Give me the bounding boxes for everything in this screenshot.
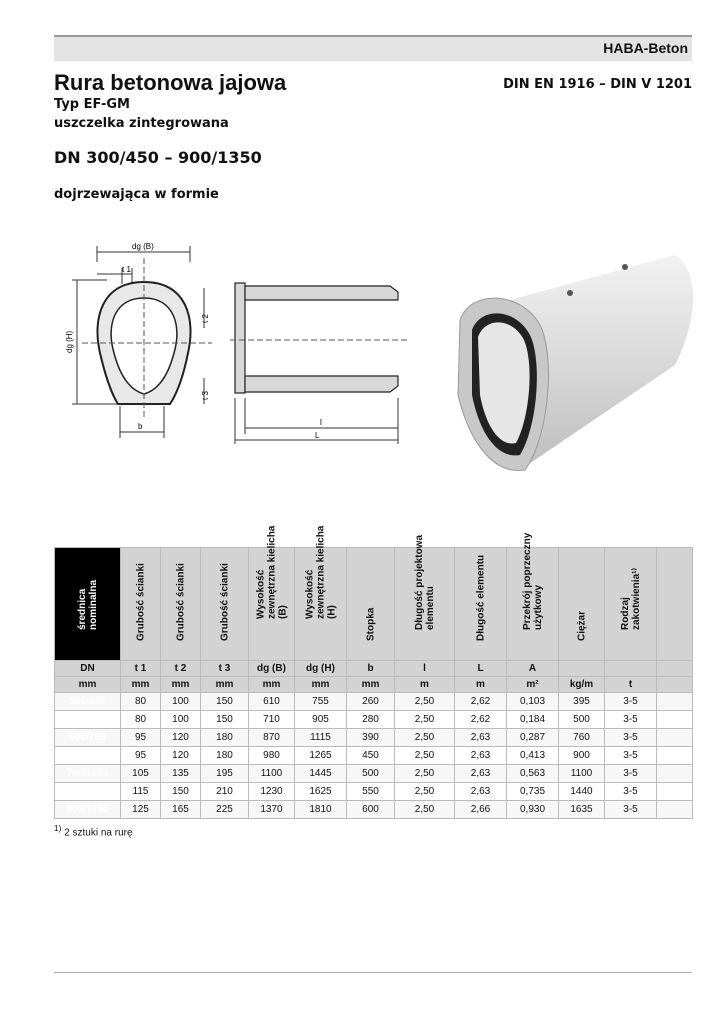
footnote-mark: 1) xyxy=(54,823,62,833)
table-cell: 2,50 xyxy=(395,747,455,765)
table-cell: 225 xyxy=(201,801,249,819)
table-cell: 0,413 xyxy=(507,747,559,765)
unit-cell: mm xyxy=(55,677,121,693)
dn-cell: 700/1050 xyxy=(55,765,121,783)
table-cell: 2,50 xyxy=(395,693,455,711)
table-cell: 755 xyxy=(295,693,347,711)
table-cell: 1100 xyxy=(559,765,605,783)
table-cell: 165 xyxy=(161,801,201,819)
table-cell: 2,50 xyxy=(395,783,455,801)
seal-line: uszczelka zintegrowana xyxy=(54,116,229,131)
table-cell: 2,62 xyxy=(455,693,507,711)
dgh-label: dg (H) xyxy=(65,330,74,353)
dn-range: DN 300/450 – 900/1350 xyxy=(54,148,262,167)
table-cell: 0,563 xyxy=(507,765,559,783)
table-cell: 80 xyxy=(121,693,161,711)
dn-cell: 900/1350 xyxy=(55,801,121,819)
symbol-cell xyxy=(657,661,693,677)
table-cell: 760 xyxy=(559,729,605,747)
table-cell: 125 xyxy=(121,801,161,819)
dn-cell: 600/900 xyxy=(55,747,121,765)
table-cell xyxy=(657,765,693,783)
norm-reference: DIN EN 1916 – DIN V 1201 xyxy=(503,77,692,92)
dn-cell: 300/450 xyxy=(55,693,121,711)
table-cell: 180 xyxy=(201,747,249,765)
table-cell: 905 xyxy=(295,711,347,729)
table-cell: 395 xyxy=(559,693,605,711)
table-cell: 1625 xyxy=(295,783,347,801)
longitudinal-section-drawing xyxy=(230,278,415,448)
table-cell: 2,63 xyxy=(455,765,507,783)
table-cell: 450 xyxy=(347,747,395,765)
header-cell: Rodzaj zakotwienia¹⁾ xyxy=(605,548,657,661)
table-cell: 2,62 xyxy=(455,711,507,729)
cross-section-drawing xyxy=(62,238,222,443)
table-cell: 1440 xyxy=(559,783,605,801)
table-row xyxy=(55,693,693,711)
table-cell: 0,930 xyxy=(507,801,559,819)
symbol-cell: t 3 xyxy=(201,661,249,677)
type-line: Typ EF-GM xyxy=(54,97,130,112)
table-cell: 2,50 xyxy=(395,765,455,783)
table-cell: 3-5 xyxy=(605,747,657,765)
unit-cell: mm xyxy=(201,677,249,693)
table-cell: 0,103 xyxy=(507,693,559,711)
symbol-cell: L xyxy=(455,661,507,677)
pipe-illustration xyxy=(450,245,700,475)
unit-row xyxy=(55,677,693,693)
table-cell: 1810 xyxy=(295,801,347,819)
table-cell: 1370 xyxy=(249,801,295,819)
t3-label: t 3 xyxy=(201,391,210,400)
header-cell: Grubość ścianki xyxy=(161,548,201,661)
header-cell xyxy=(657,548,693,661)
symbol-cell: l xyxy=(395,661,455,677)
symbol-cell: t 1 xyxy=(121,661,161,677)
table-cell: 980 xyxy=(249,747,295,765)
table-cell: 1265 xyxy=(295,747,347,765)
table-cell: 600 xyxy=(347,801,395,819)
table-cell xyxy=(657,747,693,765)
table-cell: 95 xyxy=(121,729,161,747)
table-cell: 135 xyxy=(161,765,201,783)
table-cell: 2,50 xyxy=(395,801,455,819)
dn-cell: 400/600 xyxy=(55,711,121,729)
table-cell xyxy=(657,693,693,711)
table-cell: 900 xyxy=(559,747,605,765)
table-cell: 3-5 xyxy=(605,801,657,819)
symbol-row xyxy=(55,661,693,677)
table-cell: 120 xyxy=(161,747,201,765)
unit-cell: mm xyxy=(161,677,201,693)
table-cell: 180 xyxy=(201,729,249,747)
header-cell: Ciężar xyxy=(559,548,605,661)
unit-cell: m xyxy=(455,677,507,693)
table-cell: 150 xyxy=(161,783,201,801)
table-cell: 100 xyxy=(161,711,201,729)
table-cell: 550 xyxy=(347,783,395,801)
l-label: l xyxy=(320,418,322,427)
symbol-cell: DN xyxy=(55,661,121,677)
table-row xyxy=(55,765,693,783)
table-cell: 1230 xyxy=(249,783,295,801)
header-row xyxy=(55,548,693,661)
unit-cell: mm xyxy=(347,677,395,693)
table-cell xyxy=(657,783,693,801)
b-label: b xyxy=(138,422,143,431)
table-cell: 500 xyxy=(559,711,605,729)
table-cell xyxy=(657,711,693,729)
header-cell: Długość elementu xyxy=(455,548,507,661)
table-cell: 2,63 xyxy=(455,747,507,765)
table-cell xyxy=(657,729,693,747)
table-cell: 1115 xyxy=(295,729,347,747)
table-cell: 120 xyxy=(161,729,201,747)
table-cell: 610 xyxy=(249,693,295,711)
table-row xyxy=(55,747,693,765)
symbol-cell xyxy=(559,661,605,677)
brand-name: HABA-Beton xyxy=(603,40,688,56)
table-cell: 195 xyxy=(201,765,249,783)
header-cell: Grubość ścianki xyxy=(201,548,249,661)
table-cell: 0,184 xyxy=(507,711,559,729)
header-cell: Stopka xyxy=(347,548,395,661)
table-cell: 280 xyxy=(347,711,395,729)
page-title: Rura betonowa jajowa xyxy=(54,70,287,95)
symbol-cell xyxy=(605,661,657,677)
table-cell: 2,50 xyxy=(395,711,455,729)
table-cell: 2,63 xyxy=(455,783,507,801)
header-cell: Przekrój poprzeczny użytkowy xyxy=(507,548,559,661)
table-cell: 150 xyxy=(201,693,249,711)
table-cell: 710 xyxy=(249,711,295,729)
table-cell: 2,63 xyxy=(455,729,507,747)
unit-cell xyxy=(657,677,693,693)
brand-bar xyxy=(54,35,692,61)
bottom-rule xyxy=(54,972,692,973)
table-cell: 3-5 xyxy=(605,711,657,729)
unit-cell: m² xyxy=(507,677,559,693)
symbol-cell: dg (B) xyxy=(249,661,295,677)
footnote-text: 2 sztuki na rurę xyxy=(64,827,133,839)
unit-cell: m xyxy=(395,677,455,693)
unit-cell: t xyxy=(605,677,657,693)
table-cell: 1445 xyxy=(295,765,347,783)
table-cell: 105 xyxy=(121,765,161,783)
symbol-cell: dg (H) xyxy=(295,661,347,677)
table-cell: 80 xyxy=(121,711,161,729)
header-cell: Wysokość zewnętrzna kielicha (B) xyxy=(249,548,295,661)
header-cell: średnica nominalna xyxy=(55,548,121,661)
table-cell: 3-5 xyxy=(605,783,657,801)
symbol-cell: A xyxy=(507,661,559,677)
t1-label: t 1 xyxy=(122,265,131,274)
table-cell: 150 xyxy=(201,711,249,729)
table-cell: 1635 xyxy=(559,801,605,819)
symbol-cell: b xyxy=(347,661,395,677)
table-row xyxy=(55,783,693,801)
dn-cell: 500/750 xyxy=(55,729,121,747)
table-row xyxy=(55,729,693,747)
table-cell: 390 xyxy=(347,729,395,747)
unit-cell: mm xyxy=(249,677,295,693)
dgb-label: dg (B) xyxy=(132,242,154,251)
table-cell: 2,66 xyxy=(455,801,507,819)
table-cell: 210 xyxy=(201,783,249,801)
table-cell: 95 xyxy=(121,747,161,765)
table-cell: 0,735 xyxy=(507,783,559,801)
t2-label: t 2 xyxy=(201,314,210,323)
table-cell: 3-5 xyxy=(605,765,657,783)
symbol-cell: t 2 xyxy=(161,661,201,677)
unit-cell: mm xyxy=(295,677,347,693)
table-cell: 260 xyxy=(347,693,395,711)
header-cell: Wysokość zewnętrzna kielicha (H) xyxy=(295,548,347,661)
table-cell: 3-5 xyxy=(605,693,657,711)
curing-note: dojrzewająca w formie xyxy=(54,187,219,202)
L-label: L xyxy=(315,431,320,440)
table-cell: 100 xyxy=(161,693,201,711)
dimensions-table xyxy=(54,525,693,819)
footnote xyxy=(54,823,133,838)
table-cell: 115 xyxy=(121,783,161,801)
table-cell: 2,50 xyxy=(395,729,455,747)
table-cell: 870 xyxy=(249,729,295,747)
header-cell: Długość projektowa elementu xyxy=(395,548,455,661)
dn-cell: 800/1200 xyxy=(55,783,121,801)
unit-cell: kg/m xyxy=(559,677,605,693)
table-row xyxy=(55,801,693,819)
table-cell xyxy=(657,801,693,819)
unit-cell: mm xyxy=(121,677,161,693)
table-row xyxy=(55,711,693,729)
table-cell: 3-5 xyxy=(605,729,657,747)
header-cell: Grubość ścianki xyxy=(121,548,161,661)
table-cell: 1100 xyxy=(249,765,295,783)
table-cell: 0,287 xyxy=(507,729,559,747)
table-cell: 500 xyxy=(347,765,395,783)
